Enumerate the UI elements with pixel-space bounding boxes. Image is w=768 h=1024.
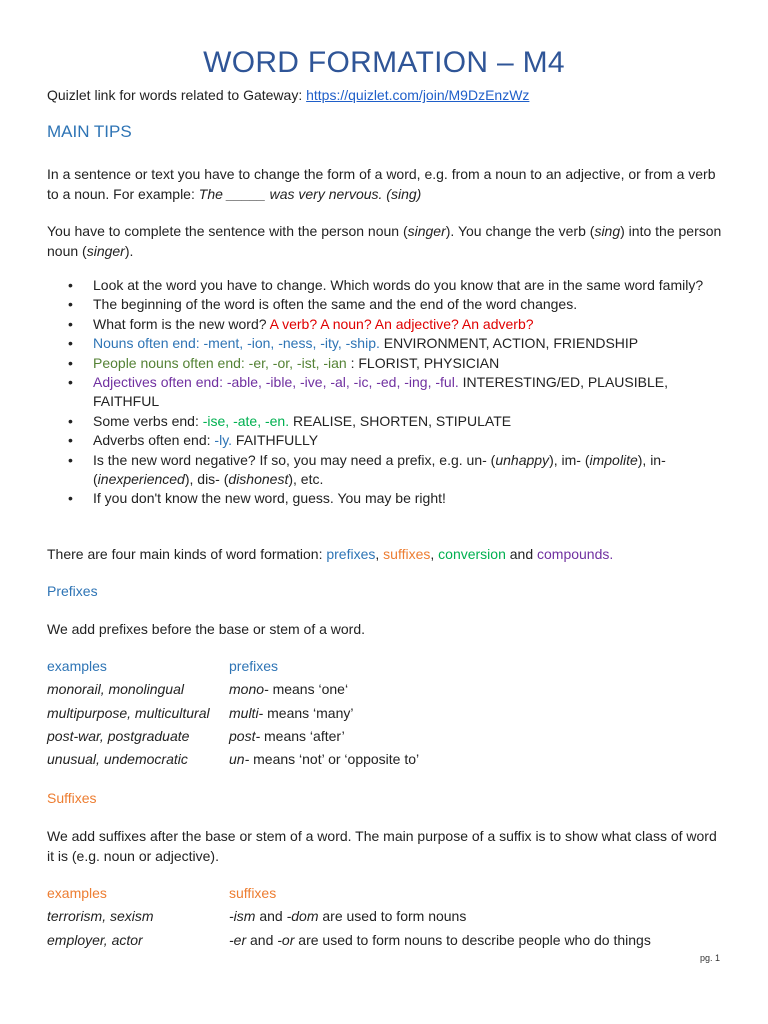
tip-highlight: Nouns often end: -ment, -ion, -ness, -ity, -ship. — [93, 335, 380, 352]
intro-paragraph-2 — [47, 221, 727, 261]
table-row — [47, 929, 651, 952]
page-title: WORD FORMATION – M4 — [203, 46, 565, 79]
row-meaning: means ‘not’ or ‘opposite to’ — [249, 751, 420, 768]
tip-highlight: -ly. — [214, 432, 233, 449]
separator: , — [375, 546, 384, 562]
column-header-prefixes: prefixes — [229, 658, 279, 674]
tip-text: The beginning of the word is often the same and the end of the word changes. — [93, 296, 578, 313]
tip-text: ), etc. — [288, 471, 324, 488]
tip-example: dishonest — [228, 471, 289, 488]
tip-text: ), im- ( — [549, 451, 590, 468]
tip-text: ), dis- ( — [184, 471, 229, 488]
tip-text: What form is the new word? — [93, 315, 270, 332]
table-header-row — [47, 882, 651, 905]
tip-example: unhappy — [495, 451, 550, 468]
intro2-text-c: ). You change the verb ( — [445, 223, 595, 239]
tip-highlight: Adjectives often end: -able, -ible, -ive, -al, -ic, -ed, -ing, -ful. — [93, 374, 459, 391]
tip-highlight: A verb? A noun? An adjective? An adverb? — [269, 315, 534, 332]
row-text: and — [246, 931, 278, 948]
tip-text: Adverbs often end: — [93, 432, 215, 449]
kind-suffixes: suffixes — [383, 546, 431, 562]
table-header-row — [47, 655, 419, 678]
tip-text: Look at the word you have to change. Which words do you know that are in the same word family? — [93, 277, 704, 293]
suffixes-heading: Suffixes — [47, 790, 97, 806]
suffixes-paragraph: We add suffixes after the base or stem of a word. The main purpose of a suffix is to show what class of word it is (e.g. noun or adjective). — [47, 828, 717, 864]
tip-text: INTERESTING/ED, PLAUSIBLE, FAITHFUL — [93, 374, 668, 410]
tip-text: ENVIRONMENT, ACTION, FRIENDSHIP — [379, 335, 639, 352]
row-meaning: means ‘after’ — [260, 727, 345, 744]
tip-item — [47, 295, 727, 314]
intro2-singer-2: singer — [86, 243, 125, 259]
prefixes-paragraph: We add prefixes before the base or stem of a word. — [47, 621, 366, 637]
intro-paragraph-1 — [47, 164, 727, 204]
tip-text: Some verbs end: — [93, 412, 203, 429]
row-text: are used to form nouns to describe people who do things — [294, 931, 651, 948]
prefix-table — [47, 655, 419, 771]
tip-item — [47, 354, 727, 373]
row-examples: employer, actor — [47, 931, 143, 948]
row-examples: unusual, undemocratic — [47, 751, 188, 768]
page-number: pg. 1 — [699, 953, 720, 963]
kind-compounds: compounds — [537, 546, 610, 562]
row-meaning: means ‘many’ — [263, 704, 354, 721]
tip-example: impolite — [589, 451, 638, 468]
intro2-text-e: ) into the person noun ( — [47, 223, 722, 259]
main-tips-heading: MAIN TIPS — [47, 122, 132, 141]
row-suffix: -er — [229, 931, 247, 948]
row-suffix: -ism — [229, 908, 256, 925]
intro2-singer: singer — [407, 223, 446, 239]
column-header-suffixes: suffixes — [229, 885, 277, 901]
table-row — [47, 905, 651, 928]
tip-highlight: -ise, -ate, -en. — [202, 412, 290, 429]
tip-item — [47, 334, 727, 353]
tip-text: Is the new word negative? If so, you may need a prefix, e.g. un- ( — [93, 451, 496, 468]
quizlet-link[interactable]: https://quizlet.com/join/M9DzEnzWz — [306, 87, 530, 103]
separator: and — [505, 546, 537, 562]
intro2-text-a: You have to complete the sentence with the person noun ( — [47, 223, 408, 239]
row-text: and — [255, 908, 287, 925]
tip-example: inexperienced — [97, 471, 185, 488]
tip-text: If you don't know the new word, guess. You may be right! — [93, 490, 446, 507]
row-examples: post-war, postgraduate — [47, 727, 190, 744]
prefixes-heading: Prefixes — [47, 583, 98, 599]
four-kinds-paragraph — [47, 544, 727, 564]
tip-item — [47, 373, 727, 412]
intro2-text-g: ). — [124, 243, 134, 259]
tip-text: FAITHFULLY — [232, 432, 319, 449]
row-meaning: means ‘one‘ — [268, 681, 349, 698]
tip-text: REALISE, SHORTEN, STIPULATE — [289, 412, 512, 429]
row-prefix: post- — [229, 727, 261, 744]
row-suffix: -dom — [286, 908, 319, 925]
row-examples: multipurpose, multicultural — [47, 704, 210, 721]
intro2-sing: sing — [594, 223, 621, 239]
separator: . — [609, 546, 614, 562]
row-prefix: un- — [229, 751, 250, 768]
intro1-example: The _____ was very nervous. (sing) — [198, 186, 422, 202]
table-row — [47, 748, 419, 771]
row-suffix: -or — [277, 931, 295, 948]
row-text: are used to form nouns — [318, 908, 467, 925]
tip-text: : FLORIST, PHYSICIAN — [346, 354, 500, 371]
row-prefix: mono- — [229, 681, 269, 698]
tip-text: ), in- ( — [93, 451, 666, 488]
kind-prefixes: prefixes — [326, 546, 376, 562]
column-header-examples: examples — [47, 658, 107, 674]
intro1-text: In a sentence or text you have to change the form of a word, e.g. from a noun to an adjective, or from a verb to a noun. For example: — [47, 166, 716, 202]
tip-item — [47, 315, 727, 334]
tips-list — [47, 276, 727, 509]
tip-item — [47, 451, 727, 490]
row-examples: terrorism, sexism — [47, 908, 154, 925]
tip-item — [47, 431, 727, 450]
four-kinds-text: There are four main kinds of word formation: — [47, 546, 327, 562]
tip-item — [47, 276, 727, 295]
table-row — [47, 702, 419, 725]
suffix-table — [47, 882, 651, 952]
tip-item — [47, 489, 727, 508]
separator: , — [430, 546, 439, 562]
row-examples: monorail, monolingual — [47, 681, 184, 698]
column-header-examples: examples — [47, 885, 107, 901]
tip-highlight: People nouns often end: -er, -or, -ist, -ian — [93, 354, 347, 371]
kind-conversion: conversion — [438, 546, 506, 562]
table-row — [47, 725, 419, 748]
row-prefix: multi- — [229, 704, 264, 721]
quizlet-line — [47, 87, 529, 103]
table-row — [47, 678, 419, 701]
quizlet-label: Quizlet link for words related to Gateway: — [47, 87, 307, 103]
tip-item — [47, 412, 727, 431]
